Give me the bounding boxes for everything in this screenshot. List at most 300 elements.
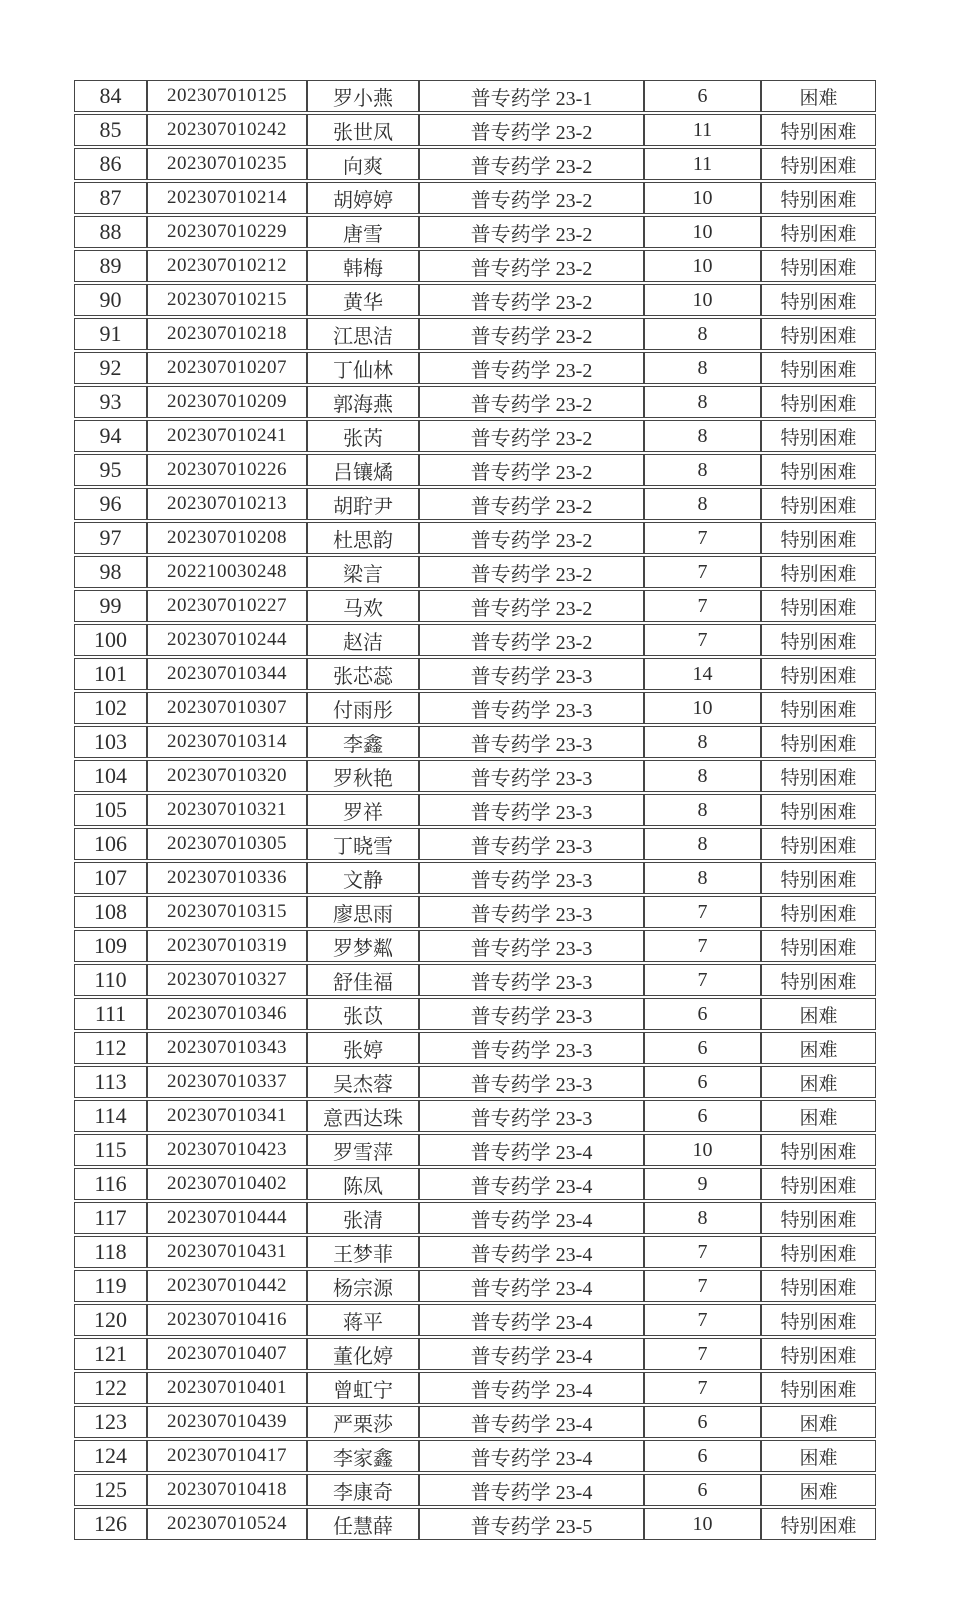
cell-student-id: 202307010235 <box>147 148 307 180</box>
table-row <box>74 1440 876 1472</box>
cell-student-id: 202307010402 <box>147 1168 307 1200</box>
cell-student-id: 202307010439 <box>147 1406 307 1438</box>
table-row <box>74 1372 876 1404</box>
cell-row-number: 87 <box>74 182 147 214</box>
table-row <box>74 250 876 282</box>
cell-class-name: 普专药学 23-2 <box>419 556 644 588</box>
table-row <box>74 420 876 452</box>
cell-student-name: 李家鑫 <box>307 1440 419 1472</box>
cell-student-id: 202307010524 <box>147 1508 307 1540</box>
cell-row-number: 102 <box>74 692 147 724</box>
cell-count: 6 <box>644 1440 761 1472</box>
cell-status: 特别困难 <box>761 1508 876 1540</box>
cell-status: 困难 <box>761 1032 876 1064</box>
table-row <box>74 1338 876 1370</box>
cell-row-number: 103 <box>74 726 147 758</box>
cell-status: 特别困难 <box>761 692 876 724</box>
table-row <box>74 352 876 384</box>
cell-student-name: 杨宗源 <box>307 1270 419 1302</box>
cell-student-name: 罗梦粼 <box>307 930 419 962</box>
cell-status: 特别困难 <box>761 148 876 180</box>
cell-status: 特别困难 <box>761 964 876 996</box>
cell-status: 特别困难 <box>761 862 876 894</box>
table-row <box>74 1406 876 1438</box>
cell-class-name: 普专药学 23-3 <box>419 998 644 1030</box>
table-row <box>74 1236 876 1268</box>
cell-class-name: 普专药学 23-3 <box>419 862 644 894</box>
table-row <box>74 1270 876 1302</box>
cell-class-name: 普专药学 23-2 <box>419 216 644 248</box>
cell-status: 特别困难 <box>761 590 876 622</box>
cell-student-id: 202307010207 <box>147 352 307 384</box>
cell-student-name: 丁仙林 <box>307 352 419 384</box>
table-row <box>74 862 876 894</box>
table-row <box>74 930 876 962</box>
cell-class-name: 普专药学 23-2 <box>419 590 644 622</box>
cell-student-name: 黄华 <box>307 284 419 316</box>
cell-student-id: 202307010416 <box>147 1304 307 1336</box>
cell-student-name: 付雨彤 <box>307 692 419 724</box>
cell-status: 特别困难 <box>761 182 876 214</box>
cell-count: 7 <box>644 556 761 588</box>
cell-student-id: 202307010401 <box>147 1372 307 1404</box>
cell-class-name: 普专药学 23-3 <box>419 692 644 724</box>
cell-student-id: 202307010444 <box>147 1202 307 1234</box>
table-row <box>74 284 876 316</box>
cell-student-id: 202307010320 <box>147 760 307 792</box>
cell-row-number: 111 <box>74 998 147 1030</box>
student-aid-roster-table <box>74 78 876 1542</box>
cell-student-name: 郭海燕 <box>307 386 419 418</box>
cell-student-name: 罗秋艳 <box>307 760 419 792</box>
cell-count: 7 <box>644 930 761 962</box>
table-row <box>74 1168 876 1200</box>
cell-count: 7 <box>644 1372 761 1404</box>
cell-student-name: 蒋平 <box>307 1304 419 1336</box>
cell-student-id: 202307010344 <box>147 658 307 690</box>
cell-class-name: 普专药学 23-2 <box>419 522 644 554</box>
cell-class-name: 普专药学 23-3 <box>419 1100 644 1132</box>
cell-student-name: 王梦菲 <box>307 1236 419 1268</box>
cell-class-name: 普专药学 23-3 <box>419 726 644 758</box>
cell-count: 8 <box>644 352 761 384</box>
cell-class-name: 普专药学 23-1 <box>419 80 644 112</box>
cell-count: 6 <box>644 1100 761 1132</box>
cell-row-number: 121 <box>74 1338 147 1370</box>
table-row <box>74 182 876 214</box>
cell-student-id: 202307010442 <box>147 1270 307 1302</box>
cell-row-number: 114 <box>74 1100 147 1132</box>
table-row <box>74 114 876 146</box>
cell-student-name: 杜思韵 <box>307 522 419 554</box>
cell-student-name: 江思洁 <box>307 318 419 350</box>
cell-count: 7 <box>644 624 761 656</box>
cell-student-id: 202307010227 <box>147 590 307 622</box>
cell-class-name: 普专药学 23-3 <box>419 794 644 826</box>
cell-student-id: 202307010327 <box>147 964 307 996</box>
cell-class-name: 普专药学 23-4 <box>419 1168 644 1200</box>
cell-student-name: 张世凤 <box>307 114 419 146</box>
cell-class-name: 普专药学 23-3 <box>419 760 644 792</box>
cell-status: 特别困难 <box>761 454 876 486</box>
cell-status: 特别困难 <box>761 114 876 146</box>
cell-class-name: 普专药学 23-4 <box>419 1474 644 1506</box>
cell-student-id: 202307010305 <box>147 828 307 860</box>
cell-count: 8 <box>644 454 761 486</box>
cell-row-number: 112 <box>74 1032 147 1064</box>
table-row <box>74 794 876 826</box>
table-row <box>74 1032 876 1064</box>
table-row <box>74 726 876 758</box>
cell-count: 7 <box>644 1338 761 1370</box>
cell-status: 特别困难 <box>761 1372 876 1404</box>
cell-student-id: 202307010213 <box>147 488 307 520</box>
cell-student-name: 张芮 <box>307 420 419 452</box>
cell-count: 7 <box>644 1270 761 1302</box>
cell-count: 10 <box>644 1134 761 1166</box>
cell-status: 特别困难 <box>761 1168 876 1200</box>
cell-row-number: 97 <box>74 522 147 554</box>
cell-status: 特别困难 <box>761 386 876 418</box>
cell-count: 8 <box>644 386 761 418</box>
cell-student-name: 梁言 <box>307 556 419 588</box>
cell-count: 8 <box>644 726 761 758</box>
cell-student-name: 胡聍尹 <box>307 488 419 520</box>
cell-count: 6 <box>644 80 761 112</box>
cell-row-number: 95 <box>74 454 147 486</box>
cell-row-number: 122 <box>74 1372 147 1404</box>
cell-count: 11 <box>644 148 761 180</box>
cell-count: 10 <box>644 250 761 282</box>
cell-student-name: 向爽 <box>307 148 419 180</box>
cell-class-name: 普专药学 23-4 <box>419 1202 644 1234</box>
cell-class-name: 普专药学 23-2 <box>419 420 644 452</box>
table-row <box>74 1066 876 1098</box>
cell-student-name: 舒佳福 <box>307 964 419 996</box>
cell-student-id: 202307010218 <box>147 318 307 350</box>
table-row <box>74 80 876 112</box>
cell-status: 特别困难 <box>761 794 876 826</box>
cell-status: 特别困难 <box>761 284 876 316</box>
cell-count: 7 <box>644 1236 761 1268</box>
cell-class-name: 普专药学 23-5 <box>419 1508 644 1540</box>
cell-count: 6 <box>644 1032 761 1064</box>
table-row <box>74 318 876 350</box>
cell-student-name: 曾虹宁 <box>307 1372 419 1404</box>
cell-student-id: 202307010307 <box>147 692 307 724</box>
cell-status: 特别困难 <box>761 488 876 520</box>
cell-student-name: 胡婷婷 <box>307 182 419 214</box>
cell-status: 特别困难 <box>761 1270 876 1302</box>
cell-count: 14 <box>644 658 761 690</box>
table-row <box>74 1202 876 1234</box>
cell-student-id: 202307010315 <box>147 896 307 928</box>
cell-status: 困难 <box>761 1066 876 1098</box>
cell-student-id: 202307010337 <box>147 1066 307 1098</box>
cell-student-name: 意西达珠 <box>307 1100 419 1132</box>
cell-row-number: 126 <box>74 1508 147 1540</box>
cell-status: 困难 <box>761 1474 876 1506</box>
cell-count: 11 <box>644 114 761 146</box>
table-row <box>74 1100 876 1132</box>
cell-count: 10 <box>644 182 761 214</box>
cell-row-number: 96 <box>74 488 147 520</box>
cell-row-number: 108 <box>74 896 147 928</box>
cell-student-id: 202307010242 <box>147 114 307 146</box>
cell-class-name: 普专药学 23-4 <box>419 1134 644 1166</box>
cell-status: 特别困难 <box>761 250 876 282</box>
cell-student-id: 202307010319 <box>147 930 307 962</box>
table-row <box>74 760 876 792</box>
cell-row-number: 85 <box>74 114 147 146</box>
cell-status: 困难 <box>761 80 876 112</box>
cell-status: 特别困难 <box>761 420 876 452</box>
cell-status: 特别困难 <box>761 896 876 928</box>
cell-student-id: 202307010214 <box>147 182 307 214</box>
cell-student-id: 202307010346 <box>147 998 307 1030</box>
table-row <box>74 522 876 554</box>
cell-class-name: 普专药学 23-2 <box>419 352 644 384</box>
cell-row-number: 90 <box>74 284 147 316</box>
cell-status: 困难 <box>761 998 876 1030</box>
cell-student-name: 罗雪萍 <box>307 1134 419 1166</box>
table-row <box>74 1508 876 1540</box>
cell-student-id: 202307010229 <box>147 216 307 248</box>
cell-student-id: 202307010341 <box>147 1100 307 1132</box>
cell-row-number: 124 <box>74 1440 147 1472</box>
cell-class-name: 普专药学 23-4 <box>419 1406 644 1438</box>
cell-status: 特别困难 <box>761 1134 876 1166</box>
cell-count: 6 <box>644 1066 761 1098</box>
cell-student-name: 张苡 <box>307 998 419 1030</box>
table-row <box>74 1134 876 1166</box>
cell-student-name: 李鑫 <box>307 726 419 758</box>
cell-status: 特别困难 <box>761 1202 876 1234</box>
cell-student-name: 唐雪 <box>307 216 419 248</box>
cell-count: 10 <box>644 284 761 316</box>
cell-student-id: 202307010241 <box>147 420 307 452</box>
cell-status: 特别困难 <box>761 658 876 690</box>
cell-row-number: 89 <box>74 250 147 282</box>
table-row <box>74 658 876 690</box>
cell-student-id: 202307010226 <box>147 454 307 486</box>
cell-status: 特别困难 <box>761 726 876 758</box>
cell-class-name: 普专药学 23-4 <box>419 1270 644 1302</box>
cell-class-name: 普专药学 23-2 <box>419 114 644 146</box>
cell-status: 特别困难 <box>761 318 876 350</box>
cell-row-number: 125 <box>74 1474 147 1506</box>
table-row <box>74 1304 876 1336</box>
cell-count: 7 <box>644 1304 761 1336</box>
cell-row-number: 107 <box>74 862 147 894</box>
cell-row-number: 94 <box>74 420 147 452</box>
cell-student-id: 202307010314 <box>147 726 307 758</box>
cell-student-name: 任慧薛 <box>307 1508 419 1540</box>
cell-student-name: 罗小燕 <box>307 80 419 112</box>
cell-class-name: 普专药学 23-4 <box>419 1440 644 1472</box>
cell-class-name: 普专药学 23-3 <box>419 930 644 962</box>
cell-student-name: 李康奇 <box>307 1474 419 1506</box>
cell-student-name: 赵洁 <box>307 624 419 656</box>
cell-count: 7 <box>644 964 761 996</box>
cell-class-name: 普专药学 23-3 <box>419 1066 644 1098</box>
cell-row-number: 105 <box>74 794 147 826</box>
cell-class-name: 普专药学 23-3 <box>419 964 644 996</box>
cell-count: 6 <box>644 1474 761 1506</box>
cell-student-id: 202307010244 <box>147 624 307 656</box>
cell-student-id: 202307010431 <box>147 1236 307 1268</box>
cell-count: 6 <box>644 1406 761 1438</box>
cell-status: 特别困难 <box>761 1338 876 1370</box>
cell-class-name: 普专药学 23-2 <box>419 148 644 180</box>
cell-status: 困难 <box>761 1100 876 1132</box>
cell-row-number: 109 <box>74 930 147 962</box>
cell-count: 7 <box>644 590 761 622</box>
cell-student-name: 吴杰蓉 <box>307 1066 419 1098</box>
cell-count: 8 <box>644 420 761 452</box>
table-row <box>74 488 876 520</box>
cell-student-id: 202307010407 <box>147 1338 307 1370</box>
cell-student-name: 张婷 <box>307 1032 419 1064</box>
table-row <box>74 624 876 656</box>
cell-class-name: 普专药学 23-2 <box>419 250 644 282</box>
cell-count: 8 <box>644 1202 761 1234</box>
cell-row-number: 123 <box>74 1406 147 1438</box>
table-row <box>74 556 876 588</box>
table-row <box>74 964 876 996</box>
cell-row-number: 106 <box>74 828 147 860</box>
cell-row-number: 110 <box>74 964 147 996</box>
cell-row-number: 100 <box>74 624 147 656</box>
cell-row-number: 115 <box>74 1134 147 1166</box>
cell-student-name: 张清 <box>307 1202 419 1234</box>
cell-status: 特别困难 <box>761 760 876 792</box>
cell-status: 特别困难 <box>761 1304 876 1336</box>
cell-class-name: 普专药学 23-2 <box>419 454 644 486</box>
cell-row-number: 91 <box>74 318 147 350</box>
cell-student-id: 202210030248 <box>147 556 307 588</box>
cell-count: 7 <box>644 896 761 928</box>
cell-class-name: 普专药学 23-4 <box>419 1236 644 1268</box>
cell-row-number: 113 <box>74 1066 147 1098</box>
cell-student-id: 202307010212 <box>147 250 307 282</box>
cell-class-name: 普专药学 23-2 <box>419 386 644 418</box>
cell-row-number: 116 <box>74 1168 147 1200</box>
table-row <box>74 386 876 418</box>
cell-status: 特别困难 <box>761 522 876 554</box>
cell-student-name: 丁晓雪 <box>307 828 419 860</box>
cell-student-name: 严栗莎 <box>307 1406 419 1438</box>
student-table-body <box>74 80 876 1540</box>
cell-count: 8 <box>644 828 761 860</box>
cell-student-id: 202307010423 <box>147 1134 307 1166</box>
cell-student-id: 202307010418 <box>147 1474 307 1506</box>
cell-status: 特别困难 <box>761 624 876 656</box>
cell-row-number: 117 <box>74 1202 147 1234</box>
cell-row-number: 92 <box>74 352 147 384</box>
cell-class-name: 普专药学 23-3 <box>419 1032 644 1064</box>
cell-student-id: 202307010125 <box>147 80 307 112</box>
cell-class-name: 普专药学 23-2 <box>419 318 644 350</box>
cell-student-id: 202307010336 <box>147 862 307 894</box>
cell-status: 特别困难 <box>761 216 876 248</box>
table-row <box>74 590 876 622</box>
cell-student-name: 董化婷 <box>307 1338 419 1370</box>
cell-class-name: 普专药学 23-2 <box>419 182 644 214</box>
table-row <box>74 148 876 180</box>
cell-student-name: 韩梅 <box>307 250 419 282</box>
cell-count: 10 <box>644 692 761 724</box>
cell-status: 困难 <box>761 1440 876 1472</box>
cell-count: 8 <box>644 488 761 520</box>
table-row <box>74 896 876 928</box>
cell-row-number: 119 <box>74 1270 147 1302</box>
cell-student-name: 吕镶燏 <box>307 454 419 486</box>
cell-student-id: 202307010215 <box>147 284 307 316</box>
cell-class-name: 普专药学 23-3 <box>419 896 644 928</box>
cell-class-name: 普专药学 23-4 <box>419 1372 644 1404</box>
cell-row-number: 104 <box>74 760 147 792</box>
cell-class-name: 普专药学 23-4 <box>419 1338 644 1370</box>
cell-status: 特别困难 <box>761 352 876 384</box>
cell-row-number: 84 <box>74 80 147 112</box>
cell-count: 8 <box>644 760 761 792</box>
cell-student-id: 202307010343 <box>147 1032 307 1064</box>
cell-student-name: 陈凤 <box>307 1168 419 1200</box>
cell-count: 10 <box>644 1508 761 1540</box>
cell-status: 困难 <box>761 1406 876 1438</box>
table-row <box>74 828 876 860</box>
cell-count: 8 <box>644 794 761 826</box>
cell-student-name: 罗祥 <box>307 794 419 826</box>
cell-count: 7 <box>644 522 761 554</box>
table-row <box>74 692 876 724</box>
cell-status: 特别困难 <box>761 556 876 588</box>
cell-student-name: 廖思雨 <box>307 896 419 928</box>
cell-count: 8 <box>644 862 761 894</box>
table-row <box>74 216 876 248</box>
table-row <box>74 998 876 1030</box>
cell-class-name: 普专药学 23-3 <box>419 658 644 690</box>
cell-class-name: 普专药学 23-4 <box>419 1304 644 1336</box>
cell-row-number: 88 <box>74 216 147 248</box>
cell-status: 特别困难 <box>761 828 876 860</box>
cell-class-name: 普专药学 23-2 <box>419 284 644 316</box>
cell-student-name: 张芯蕊 <box>307 658 419 690</box>
cell-class-name: 普专药学 23-2 <box>419 488 644 520</box>
cell-student-id: 202307010209 <box>147 386 307 418</box>
cell-row-number: 101 <box>74 658 147 690</box>
cell-student-name: 文静 <box>307 862 419 894</box>
cell-status: 特别困难 <box>761 1236 876 1268</box>
cell-row-number: 86 <box>74 148 147 180</box>
cell-row-number: 93 <box>74 386 147 418</box>
cell-count: 8 <box>644 318 761 350</box>
cell-student-id: 202307010321 <box>147 794 307 826</box>
cell-count: 9 <box>644 1168 761 1200</box>
cell-class-name: 普专药学 23-2 <box>419 624 644 656</box>
cell-class-name: 普专药学 23-3 <box>419 828 644 860</box>
cell-count: 6 <box>644 998 761 1030</box>
cell-status: 特别困难 <box>761 930 876 962</box>
cell-student-name: 马欢 <box>307 590 419 622</box>
cell-row-number: 98 <box>74 556 147 588</box>
table-row <box>74 454 876 486</box>
cell-row-number: 118 <box>74 1236 147 1268</box>
cell-student-id: 202307010417 <box>147 1440 307 1472</box>
cell-count: 10 <box>644 216 761 248</box>
cell-row-number: 120 <box>74 1304 147 1336</box>
